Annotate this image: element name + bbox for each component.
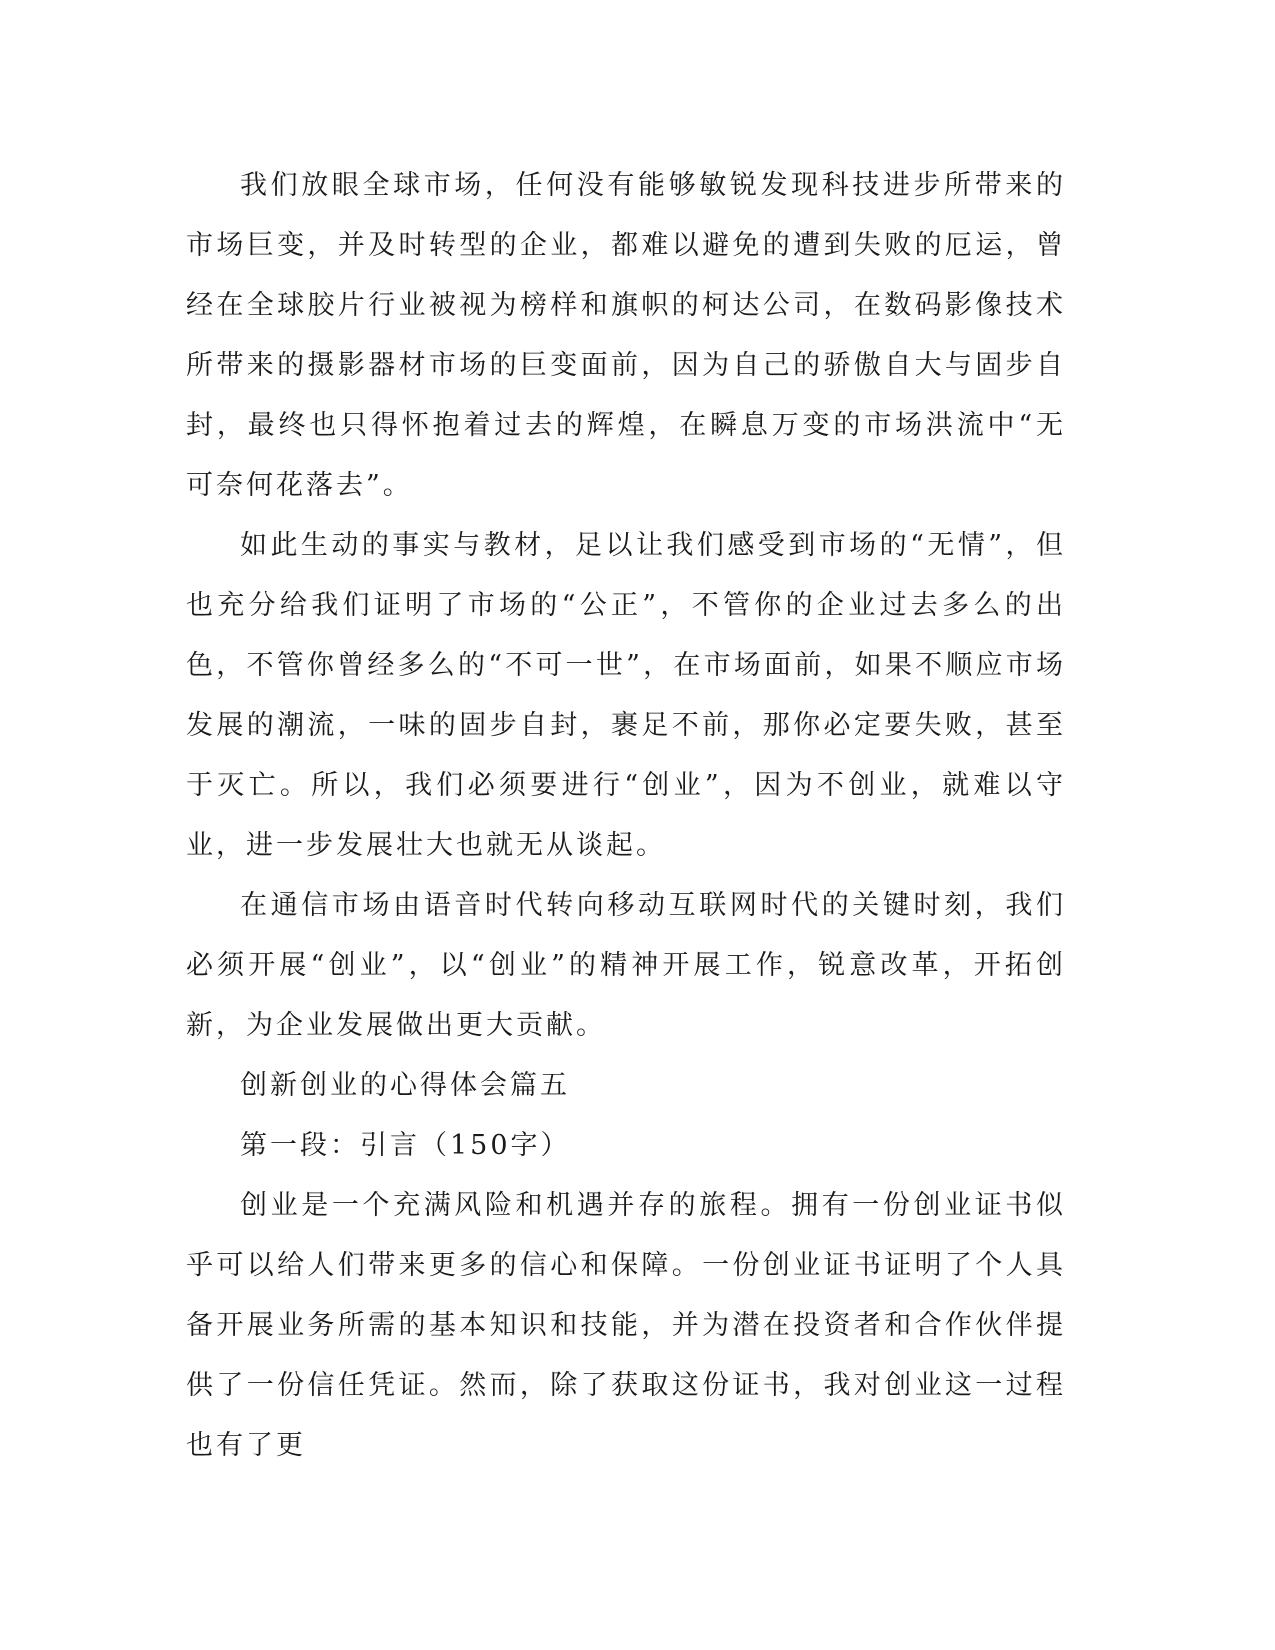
section-heading: 创新创业的心得体会篇五 — [240, 1070, 570, 1101]
paragraph-kodak: 我们放眼全球市场，任何没有能够敏锐发现科技进步所带来的市场巨变，并及时转型的企业，都难以避免的遭到失败的厄运，曾经在全球胶片行业被视为榜样和旗帜的柯达公司，在数码影像技术所带来的摄影器材市场的巨变面前，因为自己的骄傲自大与固步自封，最终也只得怀抱着过去的辉煌，在瞬息万变的市场洪流中“无可奈何花落去”。 — [186, 170, 1066, 501]
document-body — [186, 156, 1066, 1476]
subsection-heading: 第一段：引言（150字） — [240, 1130, 571, 1161]
paragraph-certificate: 创业是一个充满风险和机遇并存的旅程。拥有一份创业证书似乎可以给人们带来更多的信心和保障。一份创业证书证明了个人具备开展业务所需的基本知识和技能，并为潜在投资者和合作伙伴提供了一份信任凭证。然而，除了获取这份证书，我对创业这一过程也有了更 — [186, 1190, 1066, 1461]
paragraph-telecom: 在通信市场由语音时代转向移动互联网时代的关键时刻，我们必须开展“创业”，以“创业”的精神开展工作，锐意改革，开拓创新，为企业发展做出更大贡献。 — [186, 890, 1066, 1041]
paragraph-market-fairness: 如此生动的事实与教材，足以让我们感受到市场的“无情”，但也充分给我们证明了市场的“公正”，不管你的企业过去多么的出色，不管你曾经多么的“不可一世”，在市场面前，如果不顺应市场发展的潮流，一味的固步自封，裹足不前，那你必定要失败，甚至于灭亡。所以，我们必须要进行“创业”，因为不创业，就难以守业，进一步发展壮大也就无从谈起。 — [186, 530, 1066, 861]
